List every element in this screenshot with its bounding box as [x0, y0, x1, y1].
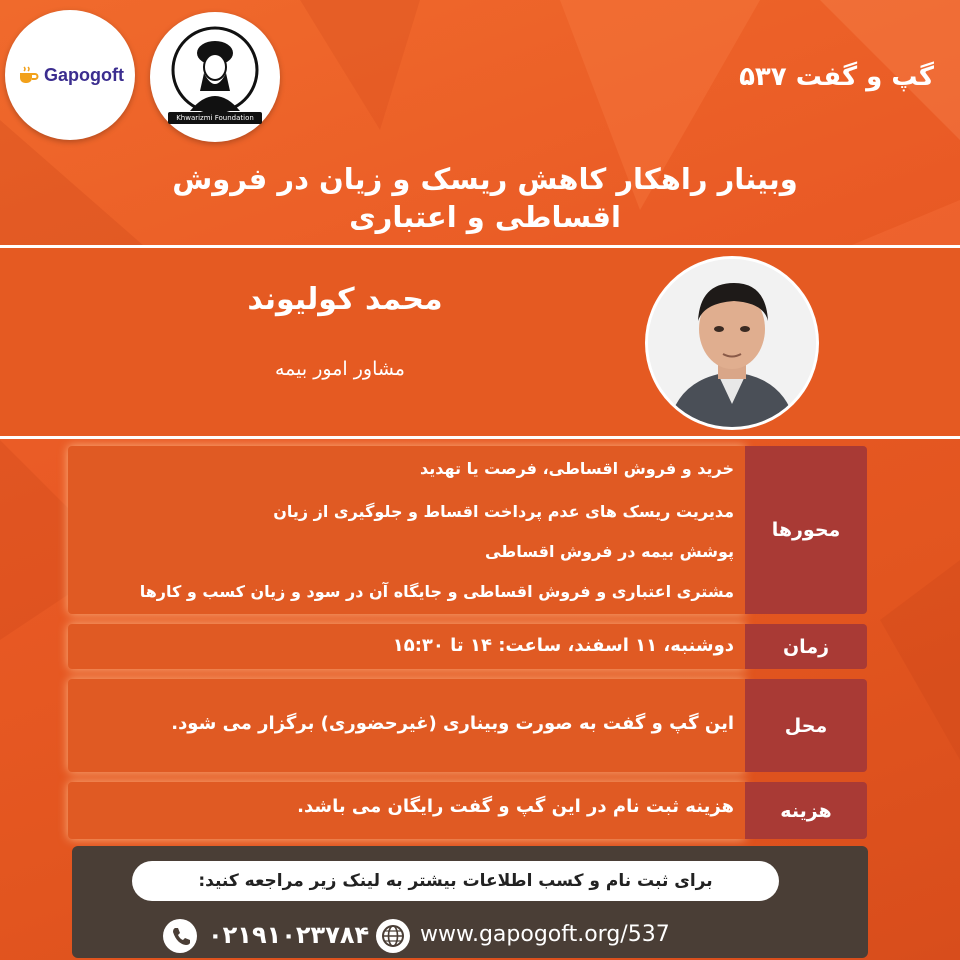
khwarizmi-logo	[150, 12, 280, 142]
speaker-photo	[648, 259, 816, 427]
topic-item: مشتری اعتباری و فروش اقساطی و جایگاه آن در سود و زیان کسب و کارها	[139, 582, 734, 601]
place-value: این گپ و گفت به صورت وبیناری (غیرحضوری) برگزار می شود.	[171, 713, 734, 734]
cost-value: هزینه ثبت نام در این گپ و گفت رایگان می باشد.	[297, 796, 734, 817]
topic-item: خرید و فروش اقساطی، فرصت یا تهدید	[419, 459, 734, 478]
phone-icon	[163, 919, 197, 953]
speaker-role: مشاور امور بیمه	[275, 358, 405, 380]
title-line-1: وبینار راهکار کاهش ریسک و زیان در فروش	[172, 162, 798, 196]
place-label: محل	[745, 679, 867, 772]
time-label: زمان	[745, 624, 867, 669]
time-value: دوشنبه، ۱۱ اسفند، ساعت: ۱۴ تا ۱۵:۳۰	[392, 635, 734, 656]
website-link[interactable]: www.gapogoft.org/537	[420, 922, 670, 947]
topic-item: پوشش بیمه در فروش اقساطی	[484, 542, 734, 561]
speaker-name: محمد کولیوند	[247, 282, 443, 317]
event-number: گپ و گفت ۵۳۷	[739, 62, 934, 92]
khwarizmi-portrait-icon	[170, 25, 260, 115]
globe-icon	[376, 919, 410, 953]
divider-bottom	[0, 436, 960, 439]
cost-label: هزینه	[745, 782, 867, 839]
gapogoft-logo-text: Gapogoft	[44, 64, 124, 85]
phone-number[interactable]: ۰۲۱۹۱۰۲۳۷۸۴	[208, 921, 370, 949]
gapogoft-logo	[5, 10, 135, 140]
title-line-2: اقساطی و اعتباری	[349, 200, 621, 234]
topics-label: محورها	[745, 446, 867, 614]
speaker-portrait	[648, 259, 816, 427]
khwarizmi-logo-text: Khwarizmi Foundation	[168, 112, 262, 124]
page-title	[155, 160, 815, 236]
speaker-band	[0, 248, 960, 436]
coffee-cup-icon	[16, 65, 40, 85]
registration-cta: برای ثبت نام و کسب اطلاعات بیشتر به لینک زیر مراجعه کنید:	[132, 861, 779, 901]
topic-item: مدیریت ریسک های عدم پرداخت اقساط و جلوگیری از زیان	[273, 502, 734, 521]
